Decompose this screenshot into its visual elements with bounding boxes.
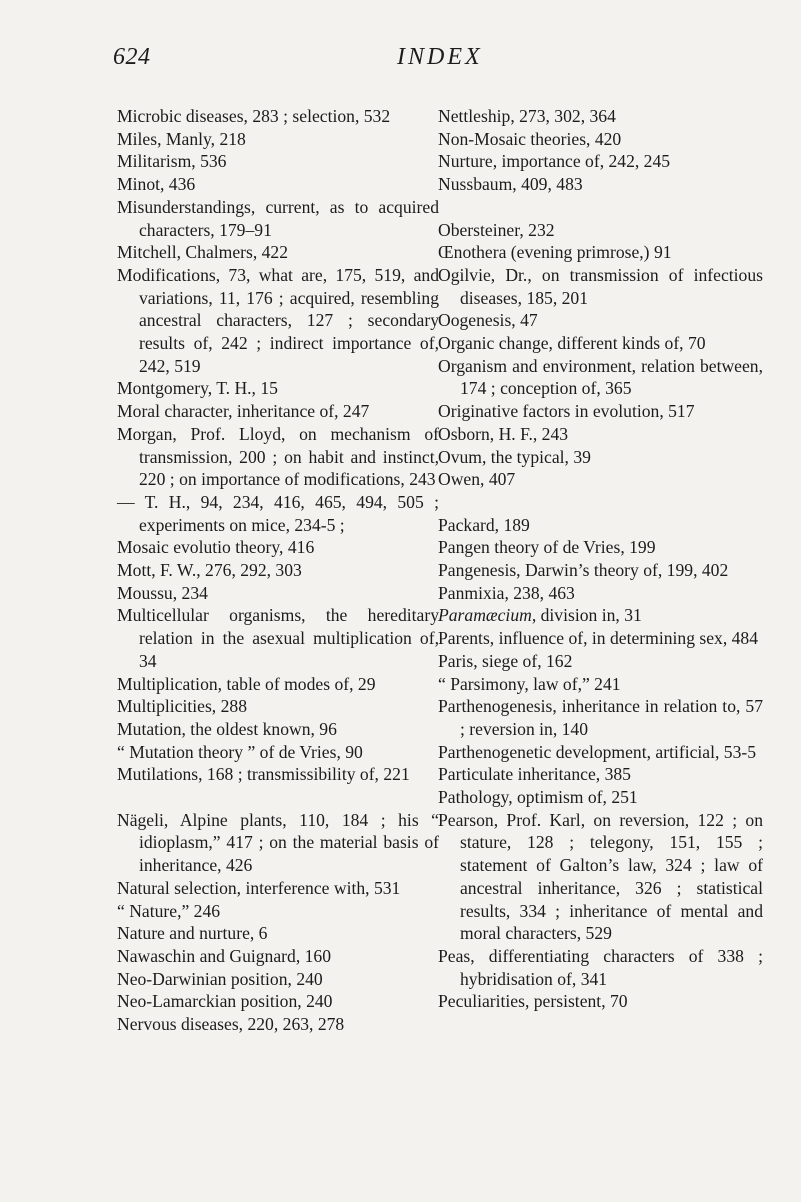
section-gap [117,786,439,809]
index-entry: Moral character, inheritance of, 247 [117,401,370,422]
index-entry: Miles, Manly, 218 [117,128,246,149]
index-entry: Nervous diseases, 220, 263, 278 [117,1014,345,1035]
index-entry: Non-Mosaic theories, 420 [438,128,622,149]
section-gap [438,491,763,514]
index-entry: Morgan, Prof. Lloyd, on mechanism of transmission, 200 ; on habit and instinct, 220 ; on importance of modifications, 243 [117,423,439,490]
index-entry: Parthenogenetic development, artificial, 53-5 [438,741,757,762]
index-entry: Organic change, different kinds of, 70 [438,333,706,354]
index-entry: Misunderstandings, current, as to acquired characters, 179–91 [117,196,439,240]
index-entry: Multicellular organisms, the hereditary relation in the asexual multiplication of, 34 [117,605,439,671]
index-entry: Osborn, H. F., 243 [438,423,569,444]
index-entry: Ovum, the typical, 39 [438,446,591,467]
index-entry: — T. H., 94, 234, 416, 465, 494, 505 ; experiments on mice, 234-5 ; [117,491,439,535]
index-entry: Parents, influence of, in determining sex, 484 [438,628,759,649]
index-entry: Nawaschin and Guignard, 160 [117,946,332,966]
index-entry-paramecium [438,604,763,627]
section-gap [438,196,763,219]
index-entry: Parthenogenesis, inheritance in relation to, 57 ; reversion in, 140 [438,696,763,739]
index-entry: Multiplication, table of modes of, 29 [117,673,376,694]
index-entry: Multiplicities, 288 [117,696,247,717]
index-entry: Minot, 436 [117,174,196,195]
index-entry: Neo-Lamarckian position, 240 [117,991,333,1012]
index-entry: “ Parsimony, law of,” 241 [438,673,621,694]
index-entry: Moussu, 234 [117,582,208,603]
index-entry: Owen, 407 [438,469,516,490]
index-entry: Oogenesis, 47 [438,310,538,331]
index-entry: Peculiarities, persistent, 70 [438,991,628,1012]
index-entry: Militarism, 536 [117,151,227,172]
index-entry: Mosaic evolutio theory, 416 [117,537,315,558]
index-entry: Nägeli, Alpine plants, 110, 184 ; his “ idioplasm,” 417 ; on the material basis of inheritance, 426 [117,809,439,876]
index-entry: Montgomery, T. H., 15 [117,378,278,399]
index-entry: Packard, 189 [438,514,530,535]
index-entry: Peas, differentiating characters of 338 ; hybridisation of, 341 [438,945,763,989]
index-entry: Nettleship, 273, 302, 364 [438,106,616,126]
index-entry: “ Nature,” 246 [117,900,221,921]
genus-name: Paramæcium [438,605,532,626]
index-entry: Pearson, Prof. Karl, on reversion, 122 ; on stature, 128 ; telegony, 151, 155 ; statement of Galton’s law, 324 ; law of ancestral inheritance, 326 ; statistical results, 334 ; inheritance of mental and moral characters, 529 [438,809,763,944]
index-entry: Panmixia, 238, 463 [438,582,575,603]
index-entry: Neo-Darwinian position, 240 [117,968,323,989]
index-entry: Natural selection, interference with, 531 [117,877,401,898]
index-entry: Pangen theory of de Vries, 199 [438,537,656,558]
page-number: 624 [113,44,151,70]
index-column-left [117,105,439,1036]
index-entry: Originative factors in evolution, 517 [438,401,695,422]
entry-text: , division in, 31 [531,605,642,626]
index-entry: Nussbaum, 409, 483 [438,174,583,195]
index-entry: “ Mutation theory ” of de Vries, 90 [117,741,363,762]
index-entry: Nurture, importance of, 242, 245 [438,151,671,172]
index-entry: Pathology, optimism of, 251 [438,787,638,808]
index-entry: Mutilations, 168 ; transmissibility of, 221 [117,764,410,785]
index-entry: Nature and nurture, 6 [117,923,268,944]
index-entry: Obersteiner, 232 [438,219,555,240]
index-entry: Microbic diseases, 283 ; selection, 532 [117,106,391,126]
index-entry: Organism and environment, relation between, 174 ; conception of, 365 [438,355,763,399]
index-entry: Mutation, the oldest known, 96 [117,718,337,739]
index-entry: Œnothera (evening primrose,) 91 [438,242,672,263]
index-entry: Mitchell, Chalmers, 422 [117,242,289,263]
index-entry: Modifications, 73, what are, 175, 519, and variations, 11, 176 ; acquired, resembling ancestral characters, 127 ; secondary results of, 242 ; indirect importance of, 242, 519 [117,264,439,376]
index-column-right [438,105,763,1013]
index-entry: Ogilvie, Dr., on transmission of infectious diseases, 185, 201 [438,264,763,308]
index-entry: Particulate inheritance, 385 [438,764,631,785]
index-entry: Mott, F. W., 276, 292, 303 [117,560,302,581]
index-entry: Paris, siege of, 162 [438,650,573,671]
running-header-title: INDEX [397,44,483,70]
index-entry: Pangenesis, Darwin’s theory of, 199, 402 [438,560,729,581]
